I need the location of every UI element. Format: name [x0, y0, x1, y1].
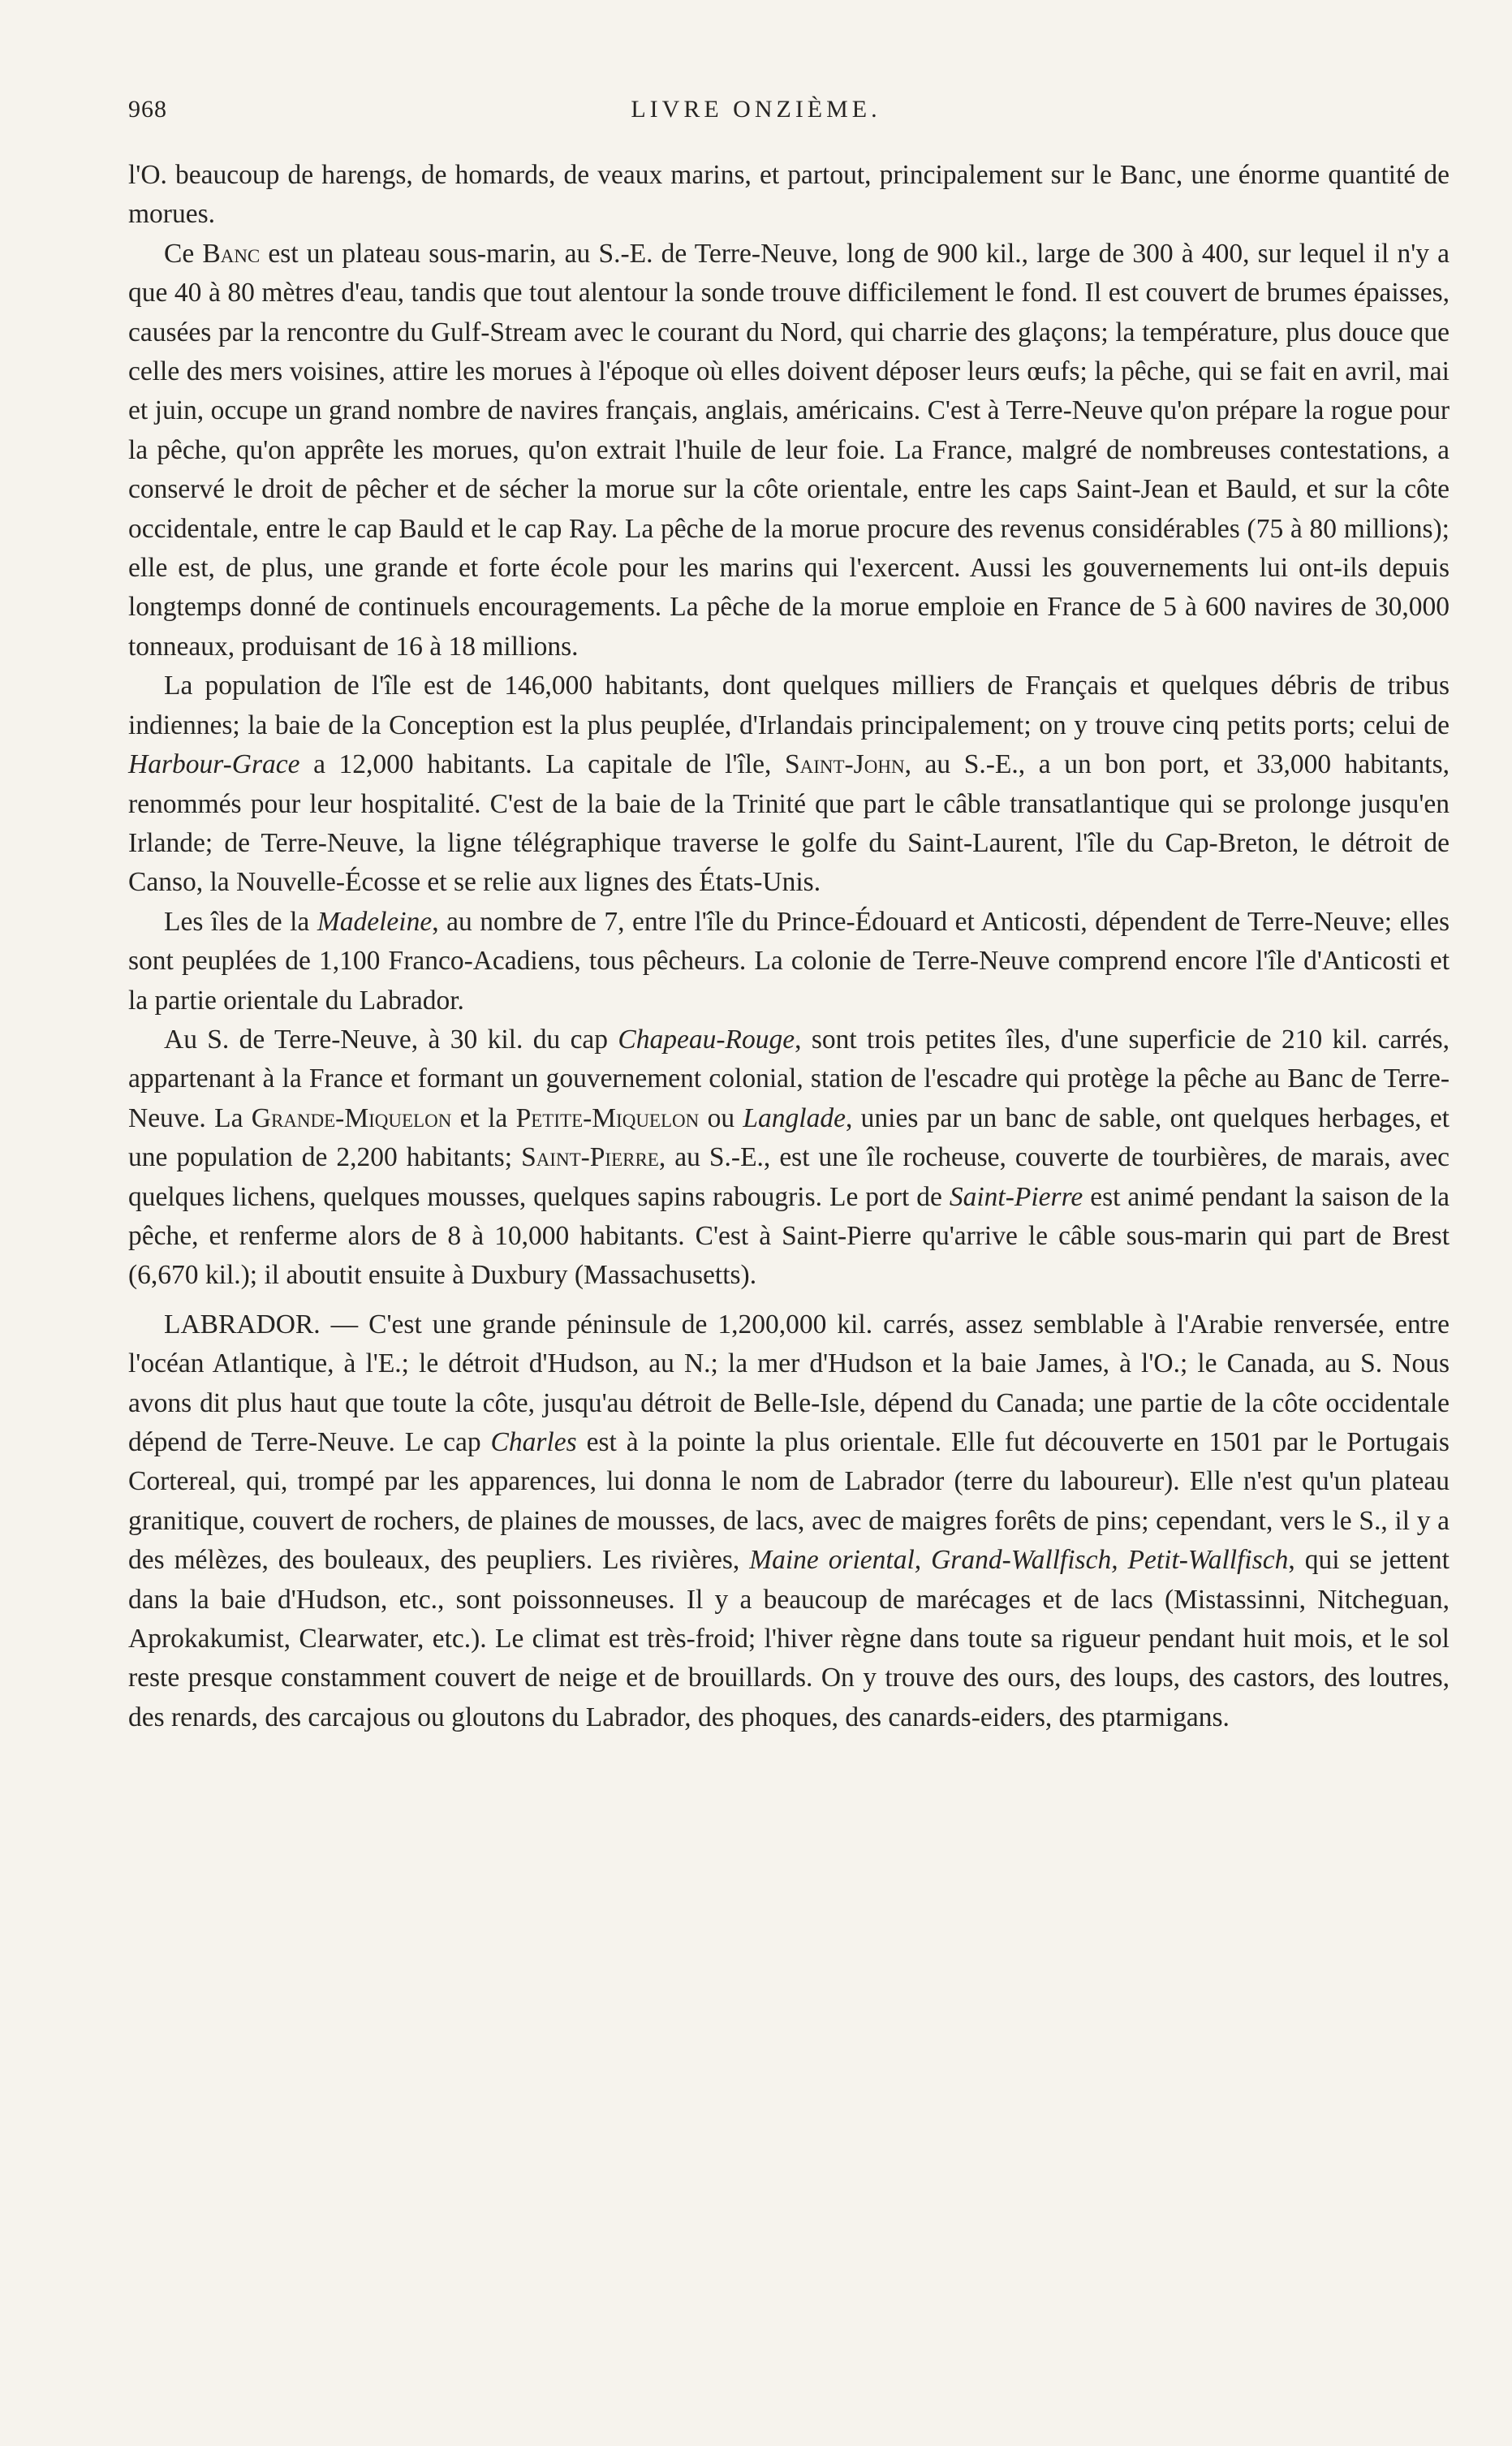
text-run: et la — [451, 1102, 516, 1133]
text-run: , qui se jettent dans la baie d'Hudson, etc., sont poissonneuses. Il y a beaucoup de marécages et de lacs (Mistassinni, Nitcheguan, Aprokakumist, Clearwater, etc.). Le climat est très-froid; l'hiver règne dans toute sa rigueur pendant huit mois, et le sol reste presque constamment couvert de neige et de brouillards. On y trouve des ours, des loups, des castors, des loutres, des renards, des carcajous ou gloutons du Labrador, des phoques, des canards-eiders, des ptarmigans. — [128, 1545, 1450, 1732]
paragraph — [128, 667, 1450, 902]
paragraph — [128, 1305, 1450, 1737]
text-run: Ce — [164, 238, 203, 269]
small-caps-name: Banc — [202, 238, 261, 269]
text-run: , sont trois petites îles, d'une superficie de 210 kil. carrés, appartenant à la France et formant un gouvernement colonial, station de l'escadre qui protège la pêche au Banc de Terre-Neuve. La — [128, 1024, 1450, 1133]
text-run: est un plateau sous-marin, au S.-E. de Terre-Neuve, long de 900 kil., large de 300 à 400, sur lequel il n'y a que 40 à 80 mètres d'eau, tandis que tout alentour la sonde trouve difficilement le fond. Il est couvert de brumes épaisses, causées par la rencontre du Gulf-Stream avec le courant du Nord, qui charrie des glaçons; la température, plus douce que celle des mers voisines, attire les morues à l'époque où elles doivent déposer leurs œufs; la pêche, qui se fait en avril, mai et juin, occupe un grand nombre de navires français, anglais, américains. C'est à Terre-Neuve qu'on prépare la rogue pour la pêche, qu'on apprête les morues, qu'on extrait l'huile de leur foie. La France, malgré de nombreuses contestations, a conservé le droit de pêcher et de sécher la morue sur la côte orientale, entre les caps Saint-Jean et Bauld, et sur la côte occidentale, entre le cap Bauld et le cap Ray. La pêche de la morue procure des revenus considérables (75 à 80 millions); elle est, de plus, une grande et forte école pour les marins qui l'exercent. Aussi les gouvernements lui ont-ils depuis longtemps donné de continuels encouragements. La pêche de la morue emploie en France de 5 à 600 navires de 30,000 tonneaux, produisant de 16 à 18 millions. — [128, 238, 1450, 662]
text-run: La population de l'île est de 146,000 habitants, dont quelques milliers de Français et quelques débris de tribus indiennes; la baie de la Conception est la plus peuplée, d'Irlandais principalement; on y trouve cinq petits ports; celui de — [128, 671, 1450, 740]
text-body — [128, 156, 1450, 1737]
italic-name: Harbour-Grace — [128, 749, 300, 780]
italic-name: Chapeau-Rouge — [618, 1024, 795, 1055]
paragraph — [128, 156, 1450, 235]
text-run: , au nombre de 7, entre l'île du Prince-Édouard et Anticosti, dépendent de Terre-Neuve; elles sont peuplées de 1,100 Franco-Acadiens, tous pêcheurs. La colonie de Terre-Neuve comprend encore l'île d'Anticosti et la partie orientale du Labrador. — [128, 906, 1450, 1016]
italic-name: Maine oriental, Grand-Wallfisch, Petit-Wallfisch — [749, 1545, 1289, 1576]
text-run: , au S.-E., est une île rocheuse, couverte de tourbières, de marais, avec quelques lichens, quelques mousses, quelques sapins rabougris. Le port de — [128, 1142, 1450, 1212]
small-caps-name: Petite-Miquelon — [515, 1102, 700, 1133]
text-run: est à la pointe la plus orientale. Elle fut découverte en 1501 par le Portugais Cortereal, qui, trompé par les apparences, lui donna le nom de Labrador (terre du laboureur). Elle n'est qu'un plateau granitique, couvert de rochers, de plaines de mousses, de lacs, avec de maigres forêts de pins; cependant, vers le S., il y a des mélèzes, des bouleaux, des peupliers. Les rivières, — [128, 1427, 1450, 1576]
text-run: a 12,000 habitants. La capitale de l'île, — [299, 749, 785, 780]
small-caps-name: Grande-Miquelon — [251, 1102, 452, 1133]
page-header — [128, 96, 1384, 132]
text-run: est animé pendant la saison de la pêche, et renferme alors de 8 à 10,000 habitants. C'est à Saint-Pierre qu'arrive le câble sous-marin qui part de Brest (6,670 kil.); il aboutit ensuite à Duxbury (Massachusetts). — [128, 1181, 1450, 1291]
italic-name: Madeleine — [317, 906, 433, 937]
text-run: ou — [699, 1102, 743, 1133]
italic-name: Langlade — [743, 1102, 846, 1133]
text-run: Au S. de Terre-Neuve, à 30 kil. du cap — [164, 1024, 618, 1055]
text-run: Les îles de la — [164, 906, 317, 937]
small-caps-name: Saint-John — [784, 749, 905, 780]
text-run: l'O. beaucoup de harengs, de homards, de veaux marins, et partout, principalement sur le Banc, une énorme quantité de morues. — [128, 160, 1450, 230]
text-run: LABRADOR. — C'est une grande péninsule de 1,200,000 kil. carrés, assez semblable à l'Arabie renversée, entre l'océan Atlantique, à l'E.; le détroit d'Hudson, au N.; la mer d'Hudson et la baie James, à l'O.; le Canada, au S. Nous avons dit plus haut que toute la côte, jusqu'au détroit de Belle-Isle, dépend du Canada; une partie de la côte occidentale dépend de Terre-Neuve. Le cap — [128, 1309, 1450, 1457]
text-run: , unies par un banc de sable, ont quelques herbages, et une population de 2,200 habitants; — [128, 1102, 1450, 1173]
italic-name: Charles — [490, 1427, 577, 1457]
page-number: 968 — [128, 96, 167, 123]
running-head: LIVRE ONZIÈME. — [631, 96, 881, 123]
paragraph — [128, 1020, 1450, 1296]
text-run: , au S.-E., a un bon port, et 33,000 habitants, renommés pour leur hospitalité. C'est de la baie de la Trinité que part le câble transatlantique qui se prolonge jusqu'en Irlande; de Terre-Neuve, la ligne télégraphique traverse le golfe du Saint-Laurent, l'île du Cap-Breton, le détroit de Canso, la Nouvelle-Écosse et se relie aux lignes des États-Unis. — [128, 749, 1450, 898]
paragraph — [128, 235, 1450, 667]
italic-name: Saint-Pierre — [949, 1181, 1083, 1212]
small-caps-name: Saint-Pierre — [521, 1142, 659, 1173]
paragraph — [128, 903, 1450, 1020]
